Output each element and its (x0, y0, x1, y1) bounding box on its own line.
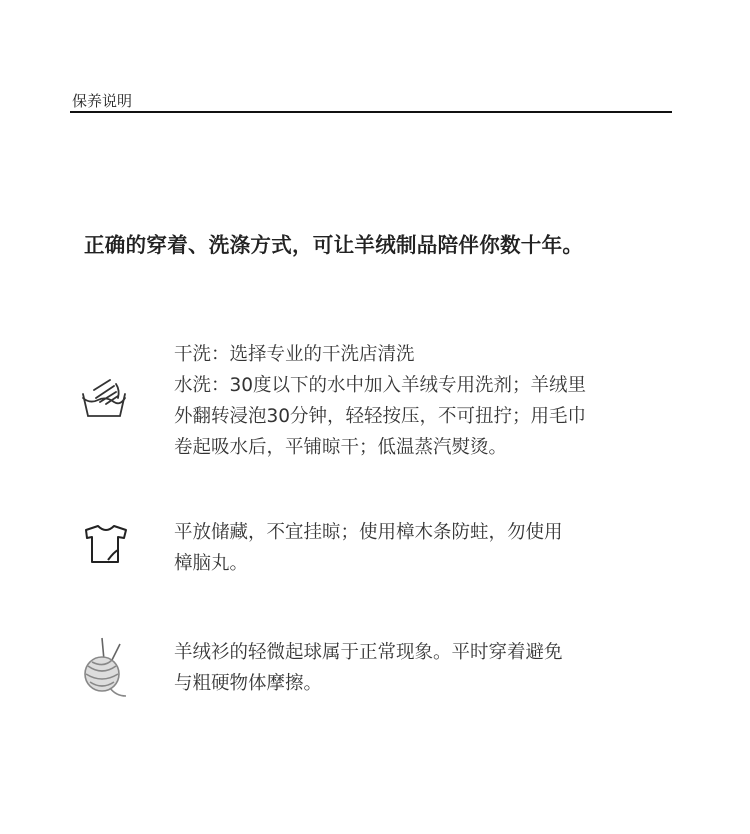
storage-instructions (174, 517, 563, 579)
text-line: 樟脑丸。 (174, 553, 249, 574)
headline: 正确的穿着、洗涤方式，可让羊绒制品陪伴你数十年。 (84, 233, 584, 257)
section-title: 保养说明 (72, 92, 133, 110)
washing-instructions (174, 339, 586, 463)
yarn-ball-icon (82, 636, 132, 700)
text-line: 羊绒衫的轻微起球属于正常现象。平时穿着避免 (174, 642, 563, 663)
title-divider (70, 111, 672, 113)
text-line: 平放储藏，不宜挂晾；使用樟木条防蛀，勿使用 (174, 522, 563, 543)
text-line: 干洗：选择专业的干洗店清洗 (174, 344, 415, 365)
tshirt-icon (84, 524, 128, 564)
text-line: 与粗硬物体摩擦。 (174, 673, 323, 694)
pilling-instructions (174, 637, 563, 699)
text-line: 水洗：30度以下的水中加入羊绒专用洗剂；羊绒里 (174, 375, 587, 396)
hand-wash-icon (80, 376, 130, 424)
text-line: 外翻转浸泡30分钟，轻轻按压，不可扭拧；用毛巾 (174, 406, 587, 427)
text-line: 卷起吸水后，平铺晾干；低温蒸汽熨烫。 (174, 437, 508, 458)
